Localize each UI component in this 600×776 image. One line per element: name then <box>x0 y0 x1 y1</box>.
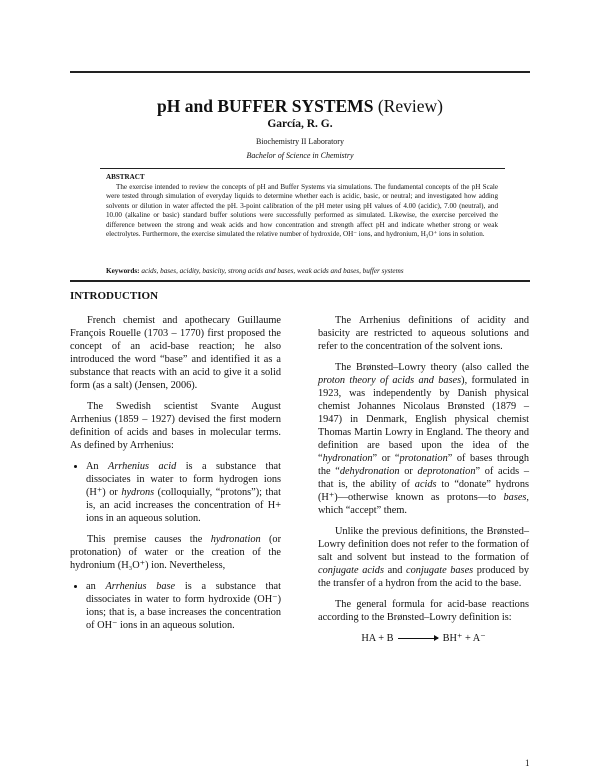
section-heading: INTRODUCTION <box>70 290 159 302</box>
left-column <box>70 314 281 640</box>
bullet-list <box>70 460 281 525</box>
term: proton theory of acids and bases <box>318 375 462 386</box>
text: to “donate” hydrons (H⁺)—otherwise known as protons—to <box>318 479 529 503</box>
term: bases <box>503 492 527 503</box>
document-title <box>0 96 600 117</box>
term: hydronation <box>210 534 261 545</box>
text: Unlike the previous definitions, the Brønsted–Lowry definition does not refer to the formation of salt and solvent but instead to the formation of <box>318 526 529 563</box>
page-number: 1 <box>525 758 530 768</box>
paragraph: The general formula for acid-base reactions according to the Brønsted–Lowry definition is: <box>318 599 529 623</box>
keywords <box>106 267 498 275</box>
text: and <box>383 565 407 576</box>
text: , which “accept” them. <box>318 492 529 516</box>
title-suffix: (Review) <box>377 96 443 116</box>
author: García, R. G. <box>267 118 333 130</box>
text: produced by the transfer of a hydron from the acid to the base. <box>318 565 529 589</box>
text: ” or “ <box>372 453 400 464</box>
list-item <box>86 580 281 632</box>
text: ), formulated in 1923, was independently by Danish physical chemist Johannes Nicolaus Brønsted (1879 – 1947) in Denmark, English physical chemist Thomas Martin Lowry in England. The theory and definition are based upon the idea of the “ <box>318 375 529 464</box>
formula-products: BH⁺ + A⁻ <box>442 633 486 644</box>
term: deprotonation <box>417 466 476 477</box>
text: or <box>399 466 418 477</box>
keywords-list: acids, bases, acidity, basicity, strong acids and bases, weak acids and bases, buffer systems <box>141 267 404 275</box>
paragraph: French chemist and apothecary Guillaume François Rouelle (1703 – 1770) first proposed the concept of an acid-base reaction; he also introduced the word “base” and identified it as a substance that reacts with an acid to give it a solid form (as a salt) (Jensen, 2006). <box>70 315 281 391</box>
term: Arrhenius base <box>105 581 176 592</box>
text: (or protonation) of water or the creation of the hydronium (H₃O⁺) ion. Nevertheless, <box>70 534 281 571</box>
term: conjugate bases <box>406 565 474 576</box>
text: ” of bases through the “ <box>318 453 529 477</box>
text: The Brønsted–Lowry theory (also called the <box>335 362 529 373</box>
term: Arrhenius acid <box>108 461 177 472</box>
text: (colloquially, “protons”); that is, an acid increases the concentration of H+ ions in an aqueous solution. <box>86 487 281 524</box>
term: dehydronation <box>339 466 400 477</box>
paragraph: The Arrhenius definitions of acidity and basicity are restricted to aqueous solutions and refer to the concentration of the solvent ions. <box>318 315 529 352</box>
affiliation-program: Bachelor of Science in Chemistry <box>246 151 354 160</box>
term: acids <box>414 479 437 490</box>
bullet-list <box>70 580 281 632</box>
paragraph: The Swedish scientist Svante August Arrhenius (1859 – 1927) devised the first modern definition of acids and bases in molecular terms. As defined by Arrhenius: <box>70 401 281 451</box>
text: ” of acids – that is, the ability of <box>318 466 529 490</box>
abstract-heading: ABSTRACT <box>106 173 145 181</box>
term: conjugate acids <box>318 565 384 576</box>
keywords-label: Keywords: <box>106 267 140 275</box>
text: is a substance that dissociates in water to form hydroxide (OH⁻) ions; that is, a base increases the concentration of OH⁻ ions in an aqueous solution. <box>86 581 281 631</box>
term: protonation <box>399 453 448 464</box>
section-rule <box>70 280 530 282</box>
reaction-formula <box>318 632 529 645</box>
abstract <box>106 173 498 240</box>
term: hydronation <box>322 453 373 464</box>
text: an <box>86 581 106 592</box>
abstract-body: The exercise intended to review the concepts of pH and Buffer Systems via simulations. The fundamental concepts of the pH Scale were tested through simulation of everyday liquids to determine whether each is acidic, basic, or neutral; and investigated how adding solvents or dilution in water affected the pH. 3-point calibration of the pH meter using pH values of 4.00 (acidic), 7.00 (neutral), and 10.00 (alkaline or basic) standard buffer solutions were successfully performed as simulated. Likewise, the exercise perceived the difference between the strong and weak acids and how concentration and strength affect pH and indicate whether strong or weak electrolytes. Furthermore, the exercise simulated the relative number of hydroxide, OH⁻ ions, and hydronium, H₃O⁺ ions in solution. <box>106 182 498 238</box>
title-main: pH and BUFFER SYSTEMS <box>157 96 374 116</box>
affiliation-lab: Biochemistry II Laboratory <box>256 137 344 146</box>
right-column <box>318 314 529 645</box>
paragraph <box>70 533 281 572</box>
reaction-arrow-icon <box>398 638 438 639</box>
formula-reactants: HA + B <box>361 633 394 644</box>
paragraph <box>318 361 529 517</box>
paragraph <box>318 525 529 590</box>
term: hydrons <box>121 487 155 498</box>
text: An <box>86 461 109 472</box>
list-item <box>86 460 281 525</box>
text: is a substance that dissociates in water to form hydrogen ions (H⁺) or <box>86 461 281 498</box>
abstract-top-rule <box>100 168 505 169</box>
top-rule <box>70 71 530 73</box>
text: This premise causes the <box>87 534 211 545</box>
